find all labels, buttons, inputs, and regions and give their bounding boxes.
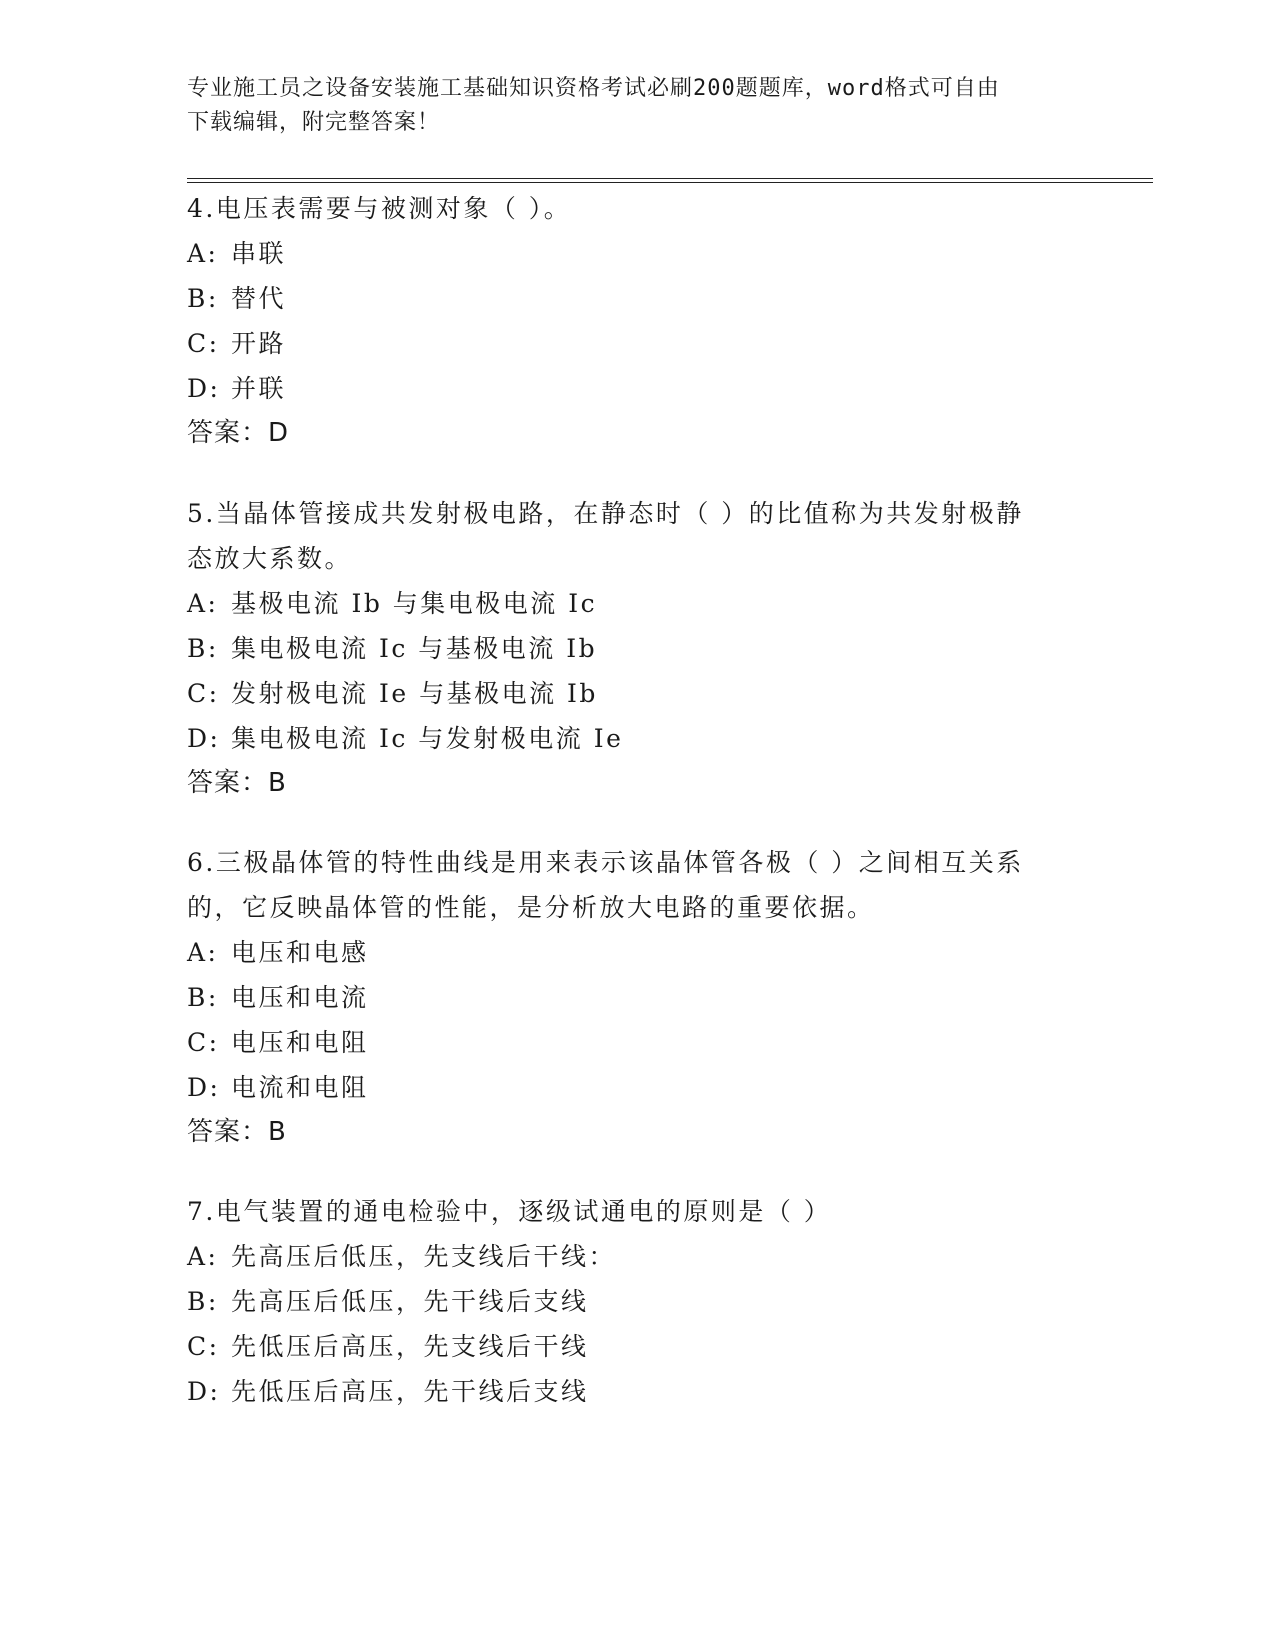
option-text: 开路: [231, 329, 287, 358]
header-divider-bottom: [187, 182, 1153, 183]
option-letter: C:: [187, 329, 220, 358]
option-b: [187, 975, 1087, 1020]
option-a: [187, 930, 1087, 975]
option-text: 先低压后高压，先支线后干线: [231, 1332, 589, 1361]
option-letter: B:: [187, 284, 219, 313]
option-text: 发射极电流 Ie 与基极电流 Ib: [231, 679, 598, 708]
question-title-line-2: 态放大系数。: [187, 544, 353, 573]
question-4: [187, 186, 1087, 456]
question-title-line-1: 5.当晶体管接成共发射极电路，在静态时（ ）的比值称为共发射极静: [187, 499, 1024, 528]
question-6: [187, 840, 1087, 1155]
option-text: 电压和电阻: [231, 1028, 369, 1057]
option-text: 集电极电流 Ic 与发射极电流 Ie: [231, 724, 624, 753]
option-d: [187, 1065, 1087, 1110]
option-text: 并联: [231, 374, 287, 403]
option-text: 基极电流 Ib 与集电极电流 Ic: [231, 589, 598, 618]
answer-line: 答案：D: [187, 418, 290, 448]
option-letter: D:: [187, 724, 221, 753]
option-letter: A:: [187, 1242, 219, 1271]
option-text: 集电极电流 Ic 与基极电流 Ib: [231, 634, 598, 663]
option-c: [187, 1020, 1087, 1065]
header-line-2: 下载编辑，附完整答案！: [187, 110, 441, 135]
answer-line: 答案：B: [187, 1117, 287, 1147]
header-line-1: 专业施工员之设备安装施工基础知识资格考试必刷200题题库，word格式可自由: [187, 76, 1000, 101]
option-text: 先低压后高压，先干线后支线: [231, 1377, 589, 1406]
option-letter: C:: [187, 1332, 220, 1361]
option-letter: B:: [187, 1287, 219, 1316]
option-a: [187, 1234, 1087, 1279]
question-7: [187, 1189, 1087, 1414]
option-letter: A:: [187, 938, 219, 967]
question-title: 7.电气装置的通电检验中，逐级试通电的原则是（ ）: [187, 1197, 832, 1226]
option-text: 电流和电阻: [231, 1073, 369, 1102]
option-text: 先高压后低压，先支线后干线：: [231, 1242, 617, 1271]
question-5: [187, 491, 1087, 806]
option-b: [187, 626, 1087, 671]
option-a: [187, 231, 1087, 276]
option-c: [187, 671, 1087, 716]
option-d: [187, 366, 1087, 411]
option-d: [187, 1369, 1087, 1414]
option-c: [187, 321, 1087, 366]
option-text: 先高压后低压，先干线后支线: [231, 1287, 589, 1316]
option-letter: A:: [187, 239, 219, 268]
option-letter: C:: [187, 679, 220, 708]
option-b: [187, 1279, 1087, 1324]
header-divider-top: [187, 178, 1153, 179]
option-c: [187, 1324, 1087, 1369]
option-b: [187, 276, 1087, 321]
option-letter: D:: [187, 1377, 221, 1406]
option-text: 替代: [231, 284, 287, 313]
answer-line: 答案：B: [187, 768, 287, 798]
question-title: 4.电压表需要与被测对象（ ）。: [187, 194, 572, 223]
option-text: 电压和电流: [231, 983, 369, 1012]
option-letter: A:: [187, 589, 219, 618]
option-letter: B:: [187, 983, 219, 1012]
option-letter: D:: [187, 1073, 221, 1102]
document-header: [187, 72, 1087, 140]
question-title-line-2: 的，它反映晶体管的性能，是分析放大电路的重要依据。: [187, 893, 875, 922]
option-letter: B:: [187, 634, 219, 663]
option-text: 串联: [231, 239, 287, 268]
option-text: 电压和电感: [231, 938, 369, 967]
option-d: [187, 716, 1087, 761]
option-letter: D:: [187, 374, 221, 403]
option-a: [187, 581, 1087, 626]
question-title-line-1: 6.三极晶体管的特性曲线是用来表示该晶体管各极（ ）之间相互关系: [187, 848, 1024, 877]
option-letter: C:: [187, 1028, 220, 1057]
